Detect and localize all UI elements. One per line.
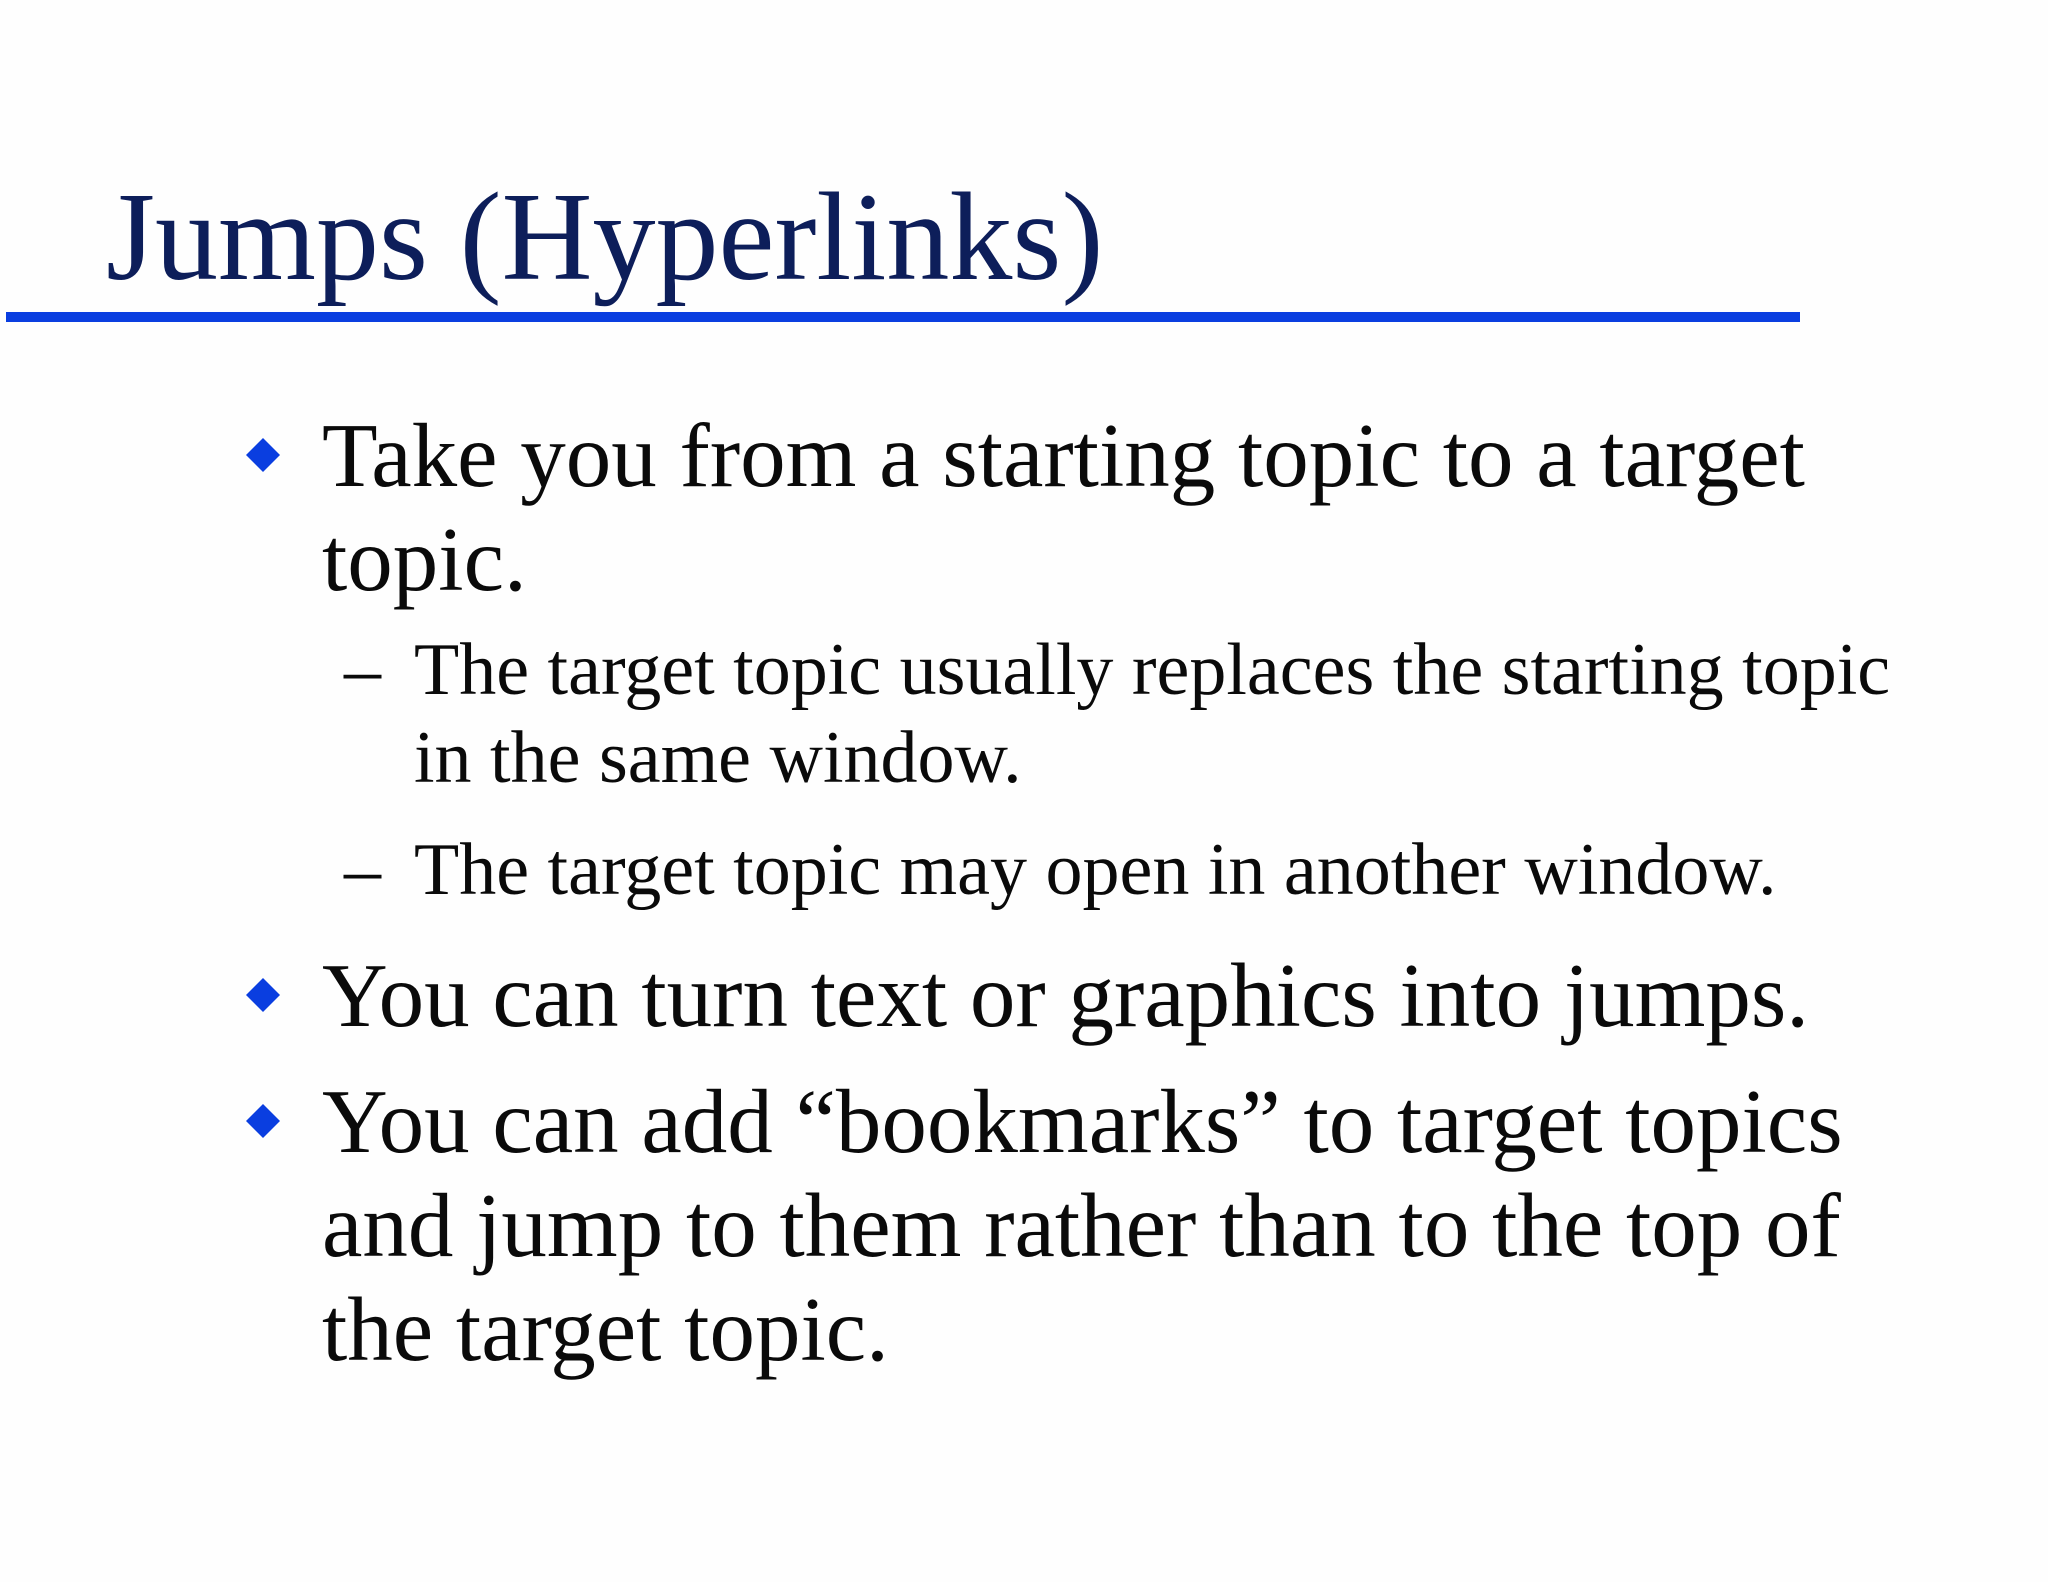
title-underline-rule <box>6 312 1800 322</box>
slide-title: Jumps (Hyperlinks) <box>106 168 1104 307</box>
bullet-text: You can add “bookmarks” to target topics and jump to them rather than to the top of the target topic. <box>322 1071 1843 1380</box>
diamond-bullet-icon <box>246 978 280 1012</box>
dash-marker: – <box>344 829 381 911</box>
diamond-bullet-icon <box>246 438 280 472</box>
bullet-text: You can turn text or graphics into jumps. <box>322 945 1810 1046</box>
diamond-bullet-icon <box>246 1104 280 1138</box>
sub-bullet-text: The target topic usually replaces the starting topic in the same window. <box>414 629 1891 799</box>
dash-marker: – <box>344 629 381 711</box>
sub-bullet-text: The target topic may open in another window. <box>414 829 1777 911</box>
bullet-text: Take you from a starting topic to a target topic. <box>322 405 1805 610</box>
